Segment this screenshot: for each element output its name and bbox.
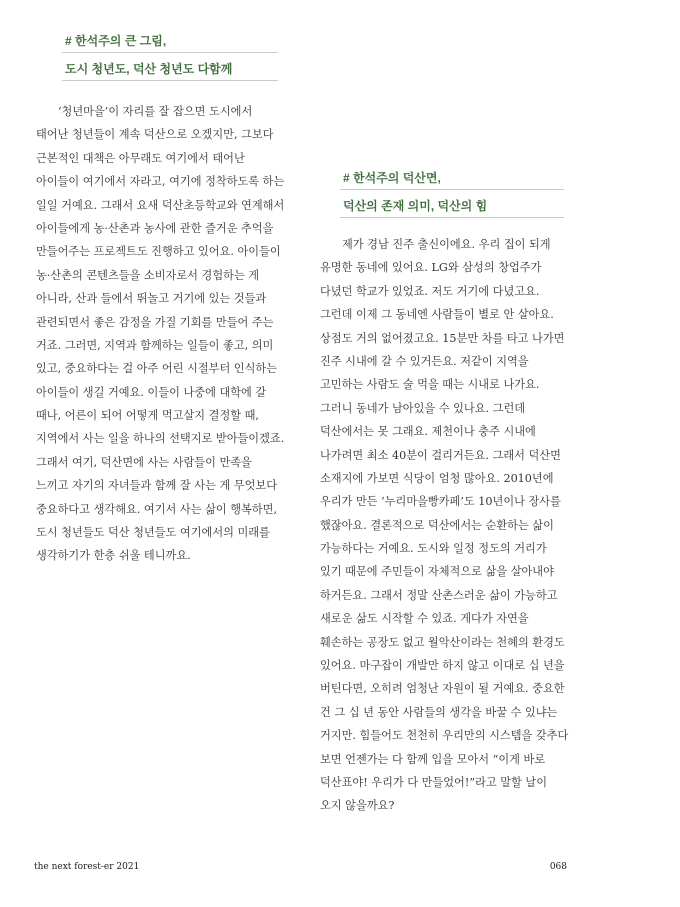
text-line: 그런데 이제 그 동네엔 사람들이 별로 안 살아요. — [320, 308, 554, 322]
text-line: 하거든요. 그래서 정말 산촌스러운 삶이 가능하고 — [320, 588, 558, 602]
text-line: 했잖아요. 결론적으로 덕산에서는 순환하는 삶이 — [320, 518, 554, 532]
text-line: 진주 시내에 갈 수 있거든요. 저같이 지역을 — [320, 354, 529, 368]
text-line: 느끼고 자기의 자녀들과 함께 잘 사는 게 무엇보다 — [36, 479, 278, 493]
text-line: 일일 거예요. 그래서 요새 덕산초등학교와 연계해서 — [36, 198, 285, 212]
text-line: 새로운 삶도 시작할 수 있죠. 게다가 자연을 — [320, 612, 529, 626]
text-line: 거지만. 힘들어도 천천히 우리만의 시스템을 갖추다 — [320, 729, 569, 743]
text-line: 아이들이 생길 거예요. 이들이 나중에 대학에 갈 — [36, 385, 267, 399]
text-line: 중요하다고 생각해요. 여기서 사는 삶이 행복하면, — [36, 502, 278, 516]
text-line: 덕산에서는 못 그래요. 제천이나 충주 시내에 — [320, 425, 536, 439]
text-line: 때나, 어른이 되어 어떻게 먹고살지 결정할 때, — [36, 409, 259, 423]
text-line: 그래서 여기, 덕산면에 사는 사람들이 만족을 — [36, 455, 252, 469]
text-line: 버틴다면, 오히려 엄청난 자원이 될 거예요. 중요한 — [320, 682, 565, 696]
text-line: 우리가 만든 ‘누리마을빵카페’도 10년이나 장사를 — [320, 495, 561, 509]
text-line: 지역에서 사는 일을 하나의 선택지로 받아들이겠죠. — [36, 432, 285, 446]
left-heading-line-1: # 한석주의 큰 그림, — [62, 31, 278, 53]
text-line: 고민하는 사람도 술 먹을 때는 시내로 나가요. — [320, 378, 540, 392]
text-line: 건 그 십 년 동안 사람들의 생각을 바꿀 수 있냐는 — [320, 705, 558, 719]
text-line: 오지 않을까요? — [320, 799, 395, 813]
text-line: 태어난 청년들이 계속 덕산으로 오겠지만, 그보다 — [36, 128, 274, 142]
text-line: 아이들에게 농·산촌과 농사에 관한 즐거운 추억을 — [36, 221, 274, 235]
text-line: 상점도 거의 없어졌고요. 15분만 차를 타고 나가면 — [320, 331, 565, 345]
text-line: 보면 언젠가는 다 함께 입을 모아서 “이게 바로 — [320, 752, 546, 766]
left-column-body — [36, 100, 292, 568]
page-number: 068 — [549, 862, 567, 872]
text-line: 다녔던 학교가 있었죠. 저도 거기에 다녔고요. — [320, 284, 540, 298]
right-section-heading — [340, 168, 564, 218]
text-line: 소재지에 가보면 식당이 엄청 많아요. 2010년에 — [320, 471, 554, 485]
text-line: 농·산촌의 콘텐츠들을 소비자로서 경험하는 게 — [36, 268, 260, 282]
magazine-footer: the next forest-er 2021 — [34, 862, 140, 872]
text-line: 거죠. 그러면, 지역과 함께하는 일들이 좋고, 의미 — [36, 338, 274, 352]
text-line: 제가 경남 진주 출신이에요. 우리 집이 되게 — [342, 238, 551, 251]
left-heading-line-2: 도시 청년도, 덕산 청년도 다함께 — [62, 59, 278, 81]
text-line: 나가려면 최소 40분이 걸리거든요. 그래서 덕산면 — [320, 448, 561, 462]
text-line: 있어요. 마구잡이 개발만 하지 않고 이대로 십 년을 — [320, 659, 565, 673]
right-heading-line-2: 덕산의 존재 의미, 덕산의 힘 — [340, 196, 564, 218]
text-line: 있고, 중요하다는 걸 아주 어린 시절부터 인식하는 — [36, 362, 278, 376]
text-line: 유명한 동네에 있어요. LG와 삼성의 창업주가 — [320, 261, 542, 275]
text-line: 있기 때문에 주민들이 자체적으로 삶을 살아내야 — [320, 565, 554, 579]
text-line: ‘청년마을’이 자리를 잘 잡으면 도시에서 — [58, 105, 253, 118]
text-line: 관련되면서 좋은 감정을 가질 기회를 만들어 주는 — [36, 315, 274, 329]
text-line: 훼손하는 공장도 없고 월악산이라는 천혜의 환경도 — [320, 635, 565, 649]
right-column-body — [320, 233, 578, 818]
text-line: 생각하기가 한층 쉬울 테니까요. — [36, 549, 191, 563]
left-section-heading — [62, 31, 278, 81]
text-line: 도시 청년들도 덕산 청년들도 여기에서의 미래를 — [36, 526, 270, 540]
text-line: 덕산표야! 우리가 다 만들었어!”라고 말할 날이 — [320, 775, 548, 789]
text-line: 그러니 동네가 남아있을 수 있나요. 그런데 — [320, 401, 526, 415]
text-line: 만들어주는 프로젝트도 진행하고 있어요. 아이들이 — [36, 245, 281, 259]
text-line: 가능하다는 거예요. 도시와 일정 정도의 거리가 — [320, 542, 547, 556]
text-line: 근본적인 대책은 아무래도 여기에서 태어난 — [36, 151, 245, 165]
right-heading-line-1: # 한석주의 덕산면, — [340, 168, 564, 190]
text-line: 아이들이 여기에서 자라고, 여기에 정착하도록 하는 — [36, 175, 285, 189]
text-line: 아니라, 산과 들에서 뛰놀고 거기에 있는 것들과 — [36, 292, 267, 306]
